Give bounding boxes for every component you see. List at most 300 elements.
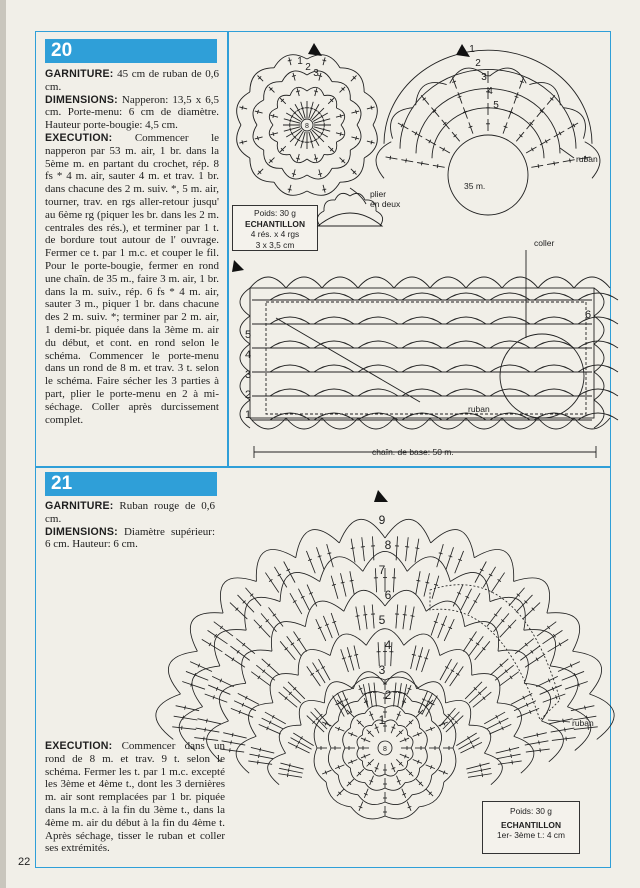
stitch-bar: [480, 764, 481, 768]
stitch: [367, 759, 374, 766]
chain-loop: [253, 125, 264, 150]
stitch: [363, 684, 368, 708]
stitch: [418, 691, 427, 713]
row-number: 2: [244, 389, 252, 401]
chain-loop: [330, 634, 366, 656]
stitch-bar: [363, 693, 367, 694]
stitch-bar: [314, 158, 318, 159]
stitch: [202, 639, 223, 651]
stitch-bar: [515, 96, 519, 97]
stitch-bar: [482, 773, 483, 777]
round-number: 1: [297, 56, 303, 67]
stitch-bar: [416, 580, 420, 581]
arch-loop: [534, 389, 574, 396]
stitch-bar: [290, 128, 291, 132]
execution-label: EXECUTION:: [45, 131, 113, 144]
row-number: 1: [244, 409, 252, 421]
chain-loop: [314, 748, 326, 782]
stitch: [318, 659, 330, 680]
arch-loop: [270, 389, 310, 396]
chain-loop: [364, 92, 377, 125]
stitch-bar: [371, 106, 372, 110]
stitch: [356, 607, 360, 631]
detail-circle: [500, 334, 584, 418]
stitch: [468, 593, 480, 614]
stitch: [416, 710, 423, 717]
stitch-bar: [398, 692, 402, 693]
chain-loop: [324, 200, 335, 211]
start-arrow: [232, 260, 244, 272]
stitch: [396, 776, 400, 785]
stitch: [565, 681, 588, 689]
stitch: [571, 706, 594, 711]
stitch: [415, 539, 419, 563]
border-scallop: [358, 277, 394, 288]
stitch-bar: [363, 615, 367, 616]
chain-loop: [214, 630, 246, 666]
stitch: [319, 73, 321, 81]
stitch: [498, 761, 522, 764]
stitch-bar: [206, 719, 207, 723]
stitch: [393, 568, 394, 592]
stitch: [519, 77, 523, 88]
sample-title: ECHANTILLON: [244, 218, 305, 229]
row-number: 4: [244, 349, 252, 361]
stitch: [407, 802, 411, 811]
stitch: [331, 613, 339, 636]
stitch: [452, 77, 456, 88]
stitch: [426, 765, 435, 769]
stitch: [416, 647, 423, 670]
stitch: [525, 741, 549, 745]
arch-loop: [490, 317, 530, 324]
stitch: [293, 733, 313, 746]
stitch: [406, 769, 413, 776]
dimensions-label: DIMENSIONS:: [45, 525, 118, 538]
stitch: [347, 779, 354, 786]
chain-loop: [351, 807, 385, 819]
round-number: 3: [481, 72, 487, 83]
stitch: [313, 663, 326, 683]
stitch: [536, 676, 558, 686]
stitch: [176, 706, 199, 711]
stitch: [461, 589, 472, 610]
stitch-bar: [511, 754, 512, 758]
chain-35-label: 35 m.: [464, 181, 486, 191]
stitch: [370, 711, 374, 720]
round-number: 5: [493, 100, 499, 111]
chain-loop: [469, 725, 491, 753]
dimensions-label: DIMENSIONS:: [45, 93, 118, 106]
stitch: [265, 712, 286, 724]
stitch: [499, 672, 518, 686]
stitch: [362, 537, 365, 561]
stitch: [269, 607, 284, 626]
stitch: [298, 589, 309, 610]
round-number: 9: [378, 513, 386, 527]
arch-loop: [270, 293, 310, 300]
chain-loop: [245, 597, 280, 630]
stitch: [458, 92, 462, 103]
stitch: [220, 749, 244, 752]
stitch: [328, 98, 334, 104]
porte-bougie-chart: [376, 44, 600, 215]
stitch: [248, 761, 272, 764]
stitch: [372, 604, 374, 628]
stitch: [198, 719, 221, 724]
stitch-bar: [539, 741, 540, 745]
stitch: [396, 759, 403, 766]
chain-loop: [573, 651, 602, 694]
stitch-bar: [512, 760, 513, 764]
stitch-bar: [538, 164, 539, 168]
chain-loop: [350, 100, 361, 125]
stitch-bar: [258, 760, 259, 764]
stitch: [558, 662, 580, 672]
stitch-bar: [356, 110, 357, 114]
chain-loop: [364, 125, 377, 158]
stitch-bar: [437, 164, 438, 168]
stitch-bar: [301, 108, 305, 109]
stitch: [293, 73, 295, 81]
stitch: [279, 768, 303, 773]
stitch: [444, 619, 454, 641]
arch-loop: [314, 317, 354, 324]
stitch: [469, 687, 487, 703]
stitch: [540, 685, 562, 694]
arch-loop: [446, 317, 486, 324]
stitch-bar: [327, 553, 331, 554]
border-scallop: [250, 277, 286, 288]
arch-loop: [314, 389, 354, 396]
stitch: [396, 711, 400, 720]
chain-loop: [529, 83, 560, 106]
stitch: [354, 646, 359, 669]
ribbon-label-21: ruban: [572, 718, 594, 728]
stitch: [491, 573, 504, 593]
stitch: [370, 776, 374, 785]
sample-line-1: 1er- 3ème t.: 4 cm: [497, 830, 565, 840]
arch-loop: [314, 293, 354, 300]
stitch-bar: [323, 119, 324, 123]
stitch: [208, 685, 230, 694]
stitch-bar: [536, 658, 538, 661]
stitch: [374, 683, 376, 707]
stitch: [335, 765, 344, 769]
stitch: [280, 641, 295, 660]
stitch-bar: [287, 773, 288, 777]
stitch-bar: [318, 75, 322, 76]
pattern-number-badge-20: 20: [45, 39, 217, 63]
arch-loop: [446, 389, 486, 396]
stitch: [290, 593, 302, 614]
stitch: [214, 622, 233, 636]
stitch-bar: [351, 548, 355, 549]
stitch: [351, 169, 357, 175]
stitch-bar: [289, 764, 290, 768]
round-arc: [432, 108, 544, 158]
chain-loop: [282, 168, 307, 179]
fold-pointer: [350, 188, 366, 204]
stitch: [406, 720, 413, 727]
stitch-bar: [350, 580, 354, 581]
stitch: [503, 122, 507, 133]
sample-title: ECHANTILLON: [500, 819, 561, 830]
row-number: 5: [244, 329, 252, 341]
stitch: [174, 716, 198, 720]
chain-loop: [279, 725, 301, 753]
stitch: [223, 733, 246, 738]
stitch-bar: [421, 161, 422, 165]
chain-loop: [444, 748, 456, 782]
chain-loop: [242, 650, 272, 683]
stitch-bar: [458, 96, 462, 97]
stitch: [523, 733, 546, 738]
arch-loop: [534, 341, 574, 348]
round-number: 2: [475, 58, 481, 69]
stitch: [340, 158, 346, 164]
border-scallop: [594, 372, 604, 400]
execution-value: Commencer dans un rond de 8 m. et trav. 9 t. selon le schéma. Fermer les t. par 1 m.c. excepté les 3ème et 4ème t., dont les 3 dernières m. air sont remplacées par 1 br. piquée dans la m.c. à la fin du 3ème t., dans la 4ème m. air du début à la fin du 4ème t. Après séchage, tisser le ruban et coller ses extrémités.: [45, 740, 225, 855]
chain-loop: [253, 100, 264, 125]
stitch-bar: [296, 158, 300, 159]
base-chain-label: chaîn. de base: 50 m.: [372, 447, 454, 457]
stitch: [493, 613, 508, 631]
border-scallop: [594, 400, 604, 428]
stitch: [543, 694, 566, 702]
border-scallop: [502, 277, 538, 288]
stitch: [261, 613, 276, 631]
stitch: [547, 95, 555, 104]
stitch: [413, 733, 422, 737]
arch-loop: [534, 317, 574, 324]
stitch-bar: [434, 584, 438, 585]
stitch-bar: [296, 91, 300, 92]
arch-loop: [402, 341, 442, 348]
stitch: [289, 57, 291, 65]
stitch: [274, 567, 286, 588]
stitch-bar: [403, 693, 407, 694]
stitch: [293, 169, 295, 177]
chain-loop: [307, 182, 340, 195]
stitch: [359, 802, 363, 811]
stitch: [196, 728, 220, 732]
stitch: [336, 133, 344, 135]
stitch: [347, 710, 354, 717]
page-number: 22: [18, 856, 31, 868]
stitch: [367, 730, 374, 737]
stitch: [280, 146, 286, 152]
stitch: [543, 630, 563, 643]
stitch: [516, 132, 524, 141]
chain-loop: [416, 83, 447, 106]
stitch: [278, 774, 302, 778]
stitch: [351, 539, 355, 563]
stitch: [433, 165, 445, 167]
round-number: 8: [384, 538, 392, 552]
chain-loop: [271, 622, 305, 652]
execution-value: Commencer le napperon par 53 m. air, 1 br. dans la 5ème m. en partant du crochet, rép. 8 fs * 4 m. air, sauter 4 m. et trav. 1 br. dans chacune des 2 m. suiv. *, 5 m. air, tourner, trav. en rgs aller-retour jusqu' au 6ème rg (piquer les br. dans les 2 m. centrales des rés.), et terminer par 1 t. de bordure tout autour de l' ouvrage. Fermer ce t. par 1 m.c. et couper le fil. Pour le porte-bougie, fermer en rond une chaîn. de 35 m., faire 3 m. air, 1 br. dans la m. suiv., rép. 6 fs * 4 m. air, sauter 3 m., piquer 1 br. dans chacune des 2 m. suiv. *; terminer par 2 m. air, 1 demi-br. piquée dans la 3ème m. air du début, et cont. en rond selon le schéma. Commencer le porte-menu dans un rond de 8 m. et trav. 3 t. selon le schéma. Faire sécher les 3 parties à part, plier le porte-menu en 2 à mi-séchage. Coller après durcissement complet.: [45, 131, 220, 426]
chain-loop: [307, 55, 340, 68]
stitch-bar: [311, 673, 314, 675]
chain-loop: [237, 125, 250, 158]
chain-loop: [335, 193, 350, 200]
stitch-bar: [297, 638, 300, 640]
stitch-bar: [310, 141, 314, 142]
stitch: [432, 576, 439, 599]
round-number: 2: [384, 688, 392, 702]
chain-loop: [490, 597, 525, 630]
stitch-bar: [563, 719, 564, 723]
stitch-bar: [242, 106, 243, 110]
border-scallop: [466, 277, 502, 288]
chain-loop: [282, 71, 307, 82]
ribbon-path: [266, 302, 586, 414]
arch-loop: [358, 365, 398, 372]
stitch: [236, 639, 255, 654]
stitch: [182, 681, 205, 689]
border-scallop: [240, 288, 250, 316]
chain-loop: [497, 703, 521, 737]
stitch-bar: [565, 728, 566, 732]
arch-loop: [270, 365, 310, 372]
stitch: [466, 763, 489, 769]
stitch: [335, 727, 344, 731]
stitch-bar: [390, 156, 391, 160]
stitch: [347, 647, 354, 670]
stitch-bar: [356, 136, 357, 140]
stitch-bar: [292, 174, 296, 175]
round-number: 1: [378, 713, 386, 727]
border-scallop: [594, 288, 604, 316]
stitch-bar: [290, 119, 291, 123]
arch-loop: [446, 341, 486, 348]
arch-loop: [314, 365, 354, 372]
arch-loop: [578, 293, 618, 300]
arch-loop: [534, 293, 574, 300]
stitch: [445, 663, 458, 683]
stitch: [306, 551, 315, 573]
stitch-bar: [273, 132, 274, 136]
arch-loop: [490, 341, 530, 348]
stitch: [280, 763, 303, 769]
stitch: [289, 185, 291, 193]
stitch-bar: [470, 638, 473, 640]
stitch: [316, 619, 326, 641]
arch-loop: [534, 365, 574, 372]
stitch: [307, 585, 317, 607]
stitch-bar: [504, 126, 508, 127]
center-label: 8: [383, 746, 387, 753]
folded-shape: [318, 213, 382, 226]
stitch: [212, 676, 234, 686]
stitch: [222, 741, 246, 745]
border-scallop: [594, 344, 604, 372]
stitch-bar: [498, 579, 501, 581]
stitch-bar: [348, 656, 352, 657]
stitch: [230, 603, 247, 620]
stitch: [422, 649, 430, 672]
stitch-bar: [340, 132, 341, 136]
chain-loop: [357, 735, 363, 748]
stitch: [460, 742, 482, 753]
stitch: [421, 95, 429, 104]
stitch-bar: [509, 748, 510, 752]
garniture-value: 45 cm de ruban de 0,6 cm.: [45, 68, 220, 93]
chain-loop: [351, 677, 385, 689]
start-arrow: [456, 44, 470, 57]
stitch-bar: [185, 706, 186, 710]
arch-loop: [578, 389, 618, 396]
stitch: [238, 693, 259, 704]
stitch: [453, 585, 463, 607]
stitch: [426, 727, 435, 731]
stitch-bar: [554, 161, 555, 165]
stitch: [351, 111, 359, 113]
stitch-bar: [322, 189, 326, 190]
round-number: 2: [305, 62, 311, 73]
stitch: [446, 547, 454, 570]
stitch: [411, 646, 416, 669]
stitch: [452, 132, 460, 141]
stitch: [406, 537, 409, 561]
sample-weight: Poids: 30 g: [254, 208, 296, 218]
stitch-bar: [232, 658, 234, 661]
chain-loop: [168, 651, 197, 694]
ribbon-pointer: [560, 148, 574, 158]
border-scallop: [594, 316, 604, 344]
border-scallop: [538, 277, 574, 288]
stitch-bar: [520, 81, 524, 82]
border-scallop: [286, 277, 322, 288]
stitch: [315, 154, 317, 162]
stitch: [473, 692, 491, 707]
chain-loop: [376, 142, 391, 179]
stitch-bar: [301, 141, 305, 142]
stitch-bar: [288, 60, 292, 61]
stitch: [262, 659, 280, 675]
stitch: [269, 158, 275, 164]
stitch-bar: [456, 673, 459, 675]
stitch: [288, 742, 310, 753]
stitch-bar: [230, 748, 231, 752]
round-number: 7: [378, 563, 386, 577]
stitch: [265, 573, 278, 593]
stitch: [369, 683, 373, 707]
sample-line-1: 4 rés. x 4 rgs: [250, 229, 300, 239]
chain-loop: [450, 572, 490, 601]
chain-loop: [305, 601, 343, 627]
sample-weight: Poids: 30 g: [510, 806, 552, 816]
arch-loop: [402, 293, 442, 300]
stitch: [258, 76, 264, 82]
stitch: [398, 683, 402, 707]
ribbon-overlay: [430, 585, 560, 720]
stitch: [323, 616, 332, 638]
stitch-bar: [242, 140, 243, 144]
stitch: [438, 616, 447, 638]
chain-loop: [237, 92, 250, 125]
chain-loop: [524, 630, 556, 666]
stitch: [467, 768, 491, 773]
chain-loop: [426, 601, 464, 627]
glue-label: coller: [534, 238, 555, 248]
stitch-bar: [258, 754, 259, 758]
stitch-bar: [411, 616, 415, 617]
stitch: [547, 162, 559, 164]
stitch: [511, 693, 532, 704]
stitch: [416, 779, 423, 786]
